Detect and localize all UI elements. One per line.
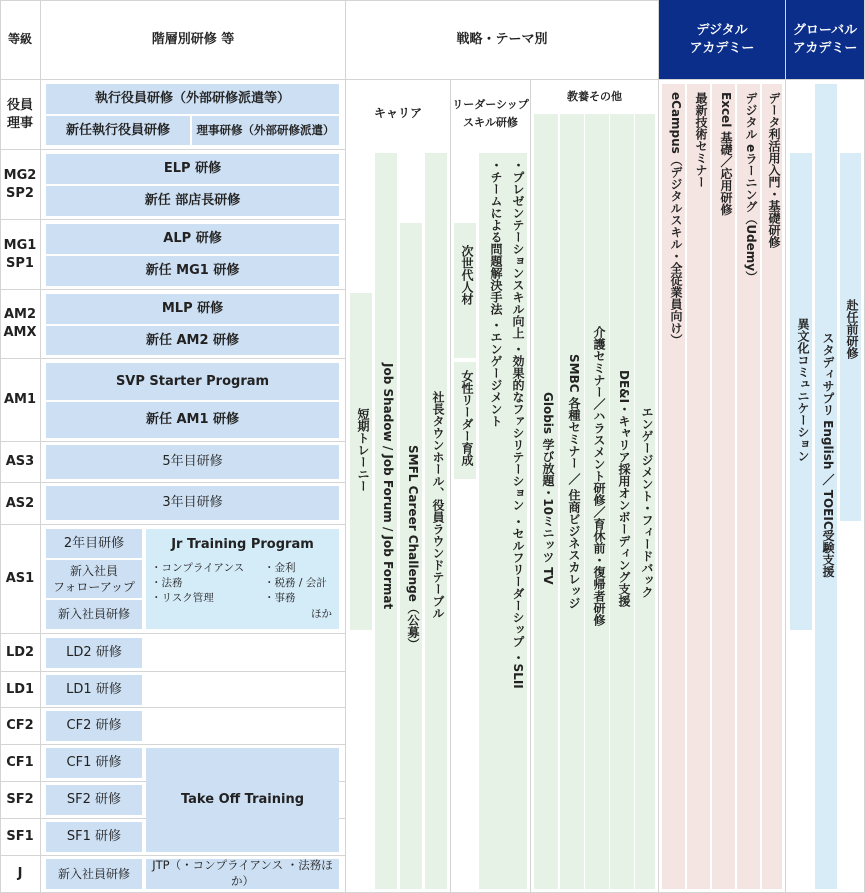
skills-label-b: ・チームによる問題解決手法 ・エンゲージメント — [489, 159, 503, 428]
next-gen-label: 次世代人材 — [460, 245, 474, 305]
english-strip — [815, 84, 837, 889]
cf1-training: CF1 研修 — [46, 748, 142, 778]
grade-label: AS1 — [5, 571, 35, 587]
female-leader-strip — [454, 362, 476, 479]
jtp-training: JTP（・コンプライアンス ・法務ほか） — [146, 859, 339, 889]
seminar-strip — [687, 84, 710, 889]
sf2-training: SF2 研修 — [46, 785, 142, 815]
grade-label: AM1 — [3, 392, 37, 408]
next-gen-strip — [454, 223, 476, 358]
care-strip — [585, 114, 609, 889]
career-subheader: キャリア — [373, 106, 422, 120]
smbc-strip — [560, 114, 584, 889]
leadership-divider — [530, 80, 531, 893]
grade-label: CF2 — [6, 718, 34, 734]
mlp-training: MLP 研修 — [46, 294, 339, 324]
short-trainee-strip — [350, 293, 372, 630]
alp-training: ALP 研修 — [46, 224, 339, 254]
new-am1-training: 新任 AM1 研修 — [46, 402, 339, 438]
grade-label: AS2 — [5, 495, 35, 511]
strategy-header: 戦略・テーマ別 — [456, 31, 548, 47]
strategy-divider — [658, 0, 659, 893]
globis-label: Globis 学び放題・10ミニッツ TV — [541, 392, 555, 585]
hierarchy-divider — [345, 0, 346, 893]
jr-etc: ほか — [311, 608, 332, 620]
grade-label: MG2 SP2 — [3, 167, 37, 201]
grade-label: SF1 — [6, 829, 34, 845]
grade-label: LD1 — [5, 681, 35, 697]
new-exec-training: 新任執行役員研修 — [46, 116, 190, 145]
smfl-strip — [400, 223, 422, 889]
digital-divider — [785, 0, 786, 893]
ecampus-strip — [662, 84, 685, 889]
row-sep — [0, 744, 345, 745]
engagement-strip — [635, 114, 655, 889]
smbc-label: SMBC 各種セミナー ／ 住商ビジネスカレッジ — [567, 354, 581, 610]
data-strip — [762, 84, 782, 889]
sf1-training: SF1 研修 — [46, 822, 142, 852]
row-sep — [0, 441, 345, 442]
row-sep — [0, 671, 345, 672]
elearning-strip — [737, 84, 760, 889]
global-academy-header: グローバル アカデミー — [786, 0, 864, 79]
intercultural-label: 異文化コミュニケーション — [796, 318, 810, 462]
svp-starter-program: SVP Starter Program — [46, 363, 339, 400]
overseas-strip — [840, 153, 861, 521]
career-divider — [450, 80, 451, 893]
grade-label: 役員 理事 — [6, 97, 33, 131]
row-sep — [0, 149, 345, 150]
grade-label: J — [17, 866, 23, 882]
jr-training-title: Jr Training Program — [171, 537, 314, 552]
overseas-label: 赴任前研修 — [845, 299, 859, 359]
new-am2-training: 新任 AM2 研修 — [46, 326, 339, 355]
skills-strip — [479, 153, 527, 889]
ld1-training: LD1 研修 — [46, 675, 142, 705]
grade-label: AS3 — [5, 454, 35, 470]
row-sep — [0, 855, 345, 856]
row-sep — [0, 633, 345, 634]
ld2-training: LD2 研修 — [46, 638, 142, 668]
excel-label: Excel 基礎／応用研修 — [719, 92, 733, 216]
grade-label: CF1 — [6, 755, 34, 771]
director-training: 理事研修（外部研修派遣） — [192, 116, 339, 145]
hierarchy-header: 階層別研修 等 — [151, 31, 235, 47]
seminar-label: 最新技術セミナー — [694, 92, 708, 188]
skills-label-a: ・プレゼンテーションスキル向上 ・効果的なファシリテーション ・セルフリーダーシップ ・SLII — [511, 159, 525, 689]
dei-strip — [610, 114, 634, 889]
row-sep — [0, 707, 345, 708]
row-sep — [0, 358, 345, 359]
row-sep — [0, 482, 345, 483]
year2-training: 2年目研修 — [46, 529, 142, 558]
job-shadow-label: Job Shadow / Job Forum / Job Format — [381, 363, 395, 610]
intercultural-strip — [790, 153, 812, 630]
cf2-training: CF2 研修 — [46, 711, 142, 741]
ecampus-label: eCampus（デジタルスキル・全従業員向け） — [669, 92, 683, 346]
excel-strip — [712, 84, 735, 889]
engagement-label: エンゲージメント・フィードバック — [640, 406, 654, 598]
exec-training: 執行役員研修（外部研修派遣等） — [46, 84, 339, 114]
year5-training: 5年目研修 — [46, 445, 339, 479]
jr-items-left: ・コンプライアンス ・法務 ・リスク管理 — [151, 562, 245, 605]
female-leader-label: 女性リーダー育成 — [460, 370, 474, 466]
grade-label: AM2 AMX — [3, 307, 37, 340]
grade-divider — [40, 0, 41, 893]
row-sep — [0, 289, 345, 290]
care-label: 介護セミナー／ハラスメント研修／育休前・復帰者研修 — [592, 326, 606, 626]
jr-items-right: ・金利 ・税務 / 会計 ・事務 — [264, 562, 327, 605]
header-divider — [0, 79, 865, 80]
short-trainee-label: 短期トレーニー — [356, 408, 370, 492]
leadership-subheader: リーダーシップ スキル研修 — [452, 98, 529, 129]
townhall-label: 社長タウンホール、役員ラウンドテーブル — [431, 391, 445, 619]
data-label: データ利活用入門・基礎研修 — [767, 92, 781, 248]
job-shadow-strip — [375, 153, 397, 889]
jr-training-program — [146, 529, 339, 629]
row-sep — [0, 524, 345, 525]
newcomer-followup: 新入社員 フォローアップ — [46, 560, 142, 598]
dei-label: DE&I・キャリア採用オンボーディング支援 — [617, 370, 631, 608]
new-mg1-training: 新任 MG1 研修 — [46, 256, 339, 286]
take-off-training: Take Off Training — [146, 748, 339, 852]
grade-label: MG1 SP1 — [3, 237, 37, 271]
globis-strip — [534, 114, 558, 889]
grade-label: SF2 — [6, 792, 34, 808]
liberal-subheader: 教養その他 — [567, 90, 622, 103]
digital-academy-header: デジタル アカデミー — [659, 0, 785, 79]
smfl-label: SMFL Career Challenge（公募） — [406, 445, 420, 650]
newcomer-training: 新入社員研修 — [46, 600, 142, 629]
elearning-label: デジタル eラーニング（Udemy） — [744, 92, 758, 284]
grade-label: LD2 — [5, 644, 35, 660]
new-gm-training: 新任 部店長研修 — [46, 186, 339, 216]
row-sep — [0, 219, 345, 220]
year3-training: 3年目研修 — [46, 486, 339, 520]
english-label: スタディサプリ English ／ TOEIC受験支援 — [821, 332, 835, 578]
j-newcomer-training: 新入社員研修 — [46, 859, 142, 889]
elp-training: ELP 研修 — [46, 154, 339, 184]
grade-header: 等級 — [7, 32, 32, 47]
townhall-strip — [425, 153, 447, 889]
